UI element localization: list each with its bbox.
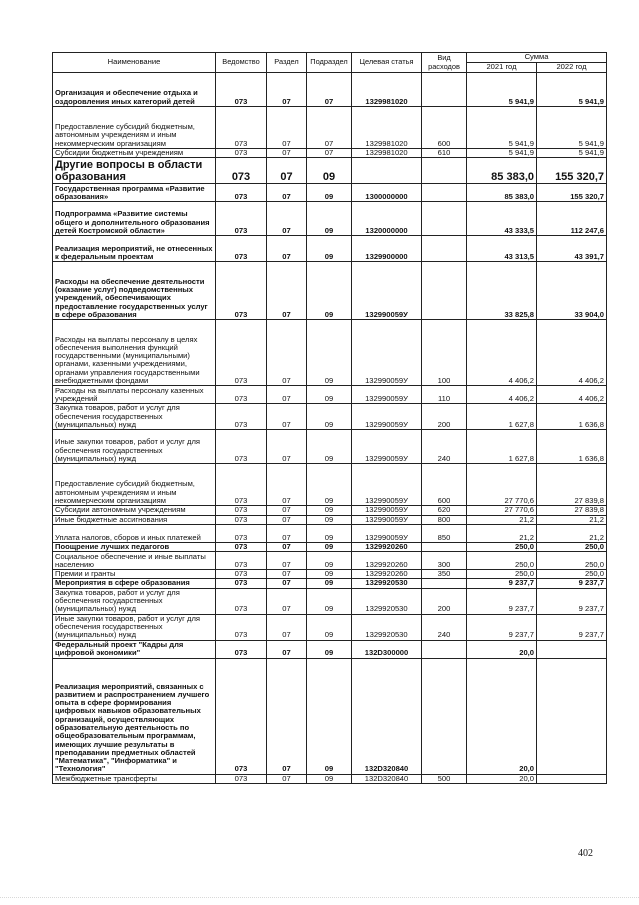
row-expense-type	[422, 658, 467, 774]
table-row	[53, 430, 607, 464]
row-expense-type: 610	[422, 149, 467, 158]
row-expense-type	[422, 236, 467, 262]
row-sum-2021: 4 406,2	[467, 320, 537, 386]
row-target-article: 132D320840	[352, 774, 422, 783]
row-expense-type	[422, 640, 467, 658]
row-sum-2021: 1 627,8	[467, 430, 537, 464]
row-sum-2021: 5 941,9	[467, 73, 537, 107]
row-expense-type: 100	[422, 320, 467, 386]
row-vedomstvo: 073	[216, 506, 267, 515]
row-sum-2021: 20,0	[467, 658, 537, 774]
row-sum-2022: 5 941,9	[537, 73, 607, 107]
row-target-article: 1329981020	[352, 107, 422, 149]
row-name: Иные закупки товаров, работ и услуг для обеспечения государственных (муниципальных) нужд	[53, 614, 216, 640]
row-sum-2022: 4 406,2	[537, 386, 607, 404]
row-sum-2021: 20,0	[467, 640, 537, 658]
row-expense-type	[422, 542, 467, 551]
table-row	[53, 158, 607, 184]
row-podrazdel: 09	[307, 464, 352, 506]
header-podrazdel: Подраздел	[307, 53, 352, 73]
row-podrazdel: 09	[307, 640, 352, 658]
row-expense-type: 240	[422, 430, 467, 464]
row-razdel: 07	[267, 404, 307, 430]
row-vedomstvo: 073	[216, 542, 267, 551]
row-sum-2022: 43 391,7	[537, 236, 607, 262]
row-sum-2022: 9 237,7	[537, 614, 607, 640]
row-razdel: 07	[267, 552, 307, 570]
row-sum-2022: 1 636,8	[537, 430, 607, 464]
table-row	[53, 236, 607, 262]
row-target-article: 1300000000	[352, 184, 422, 202]
row-vedomstvo: 073	[216, 320, 267, 386]
row-expense-type	[422, 158, 467, 184]
row-name: Организация и обеспечение отдыха и оздоровления иных категорий детей	[53, 73, 216, 107]
page-number: 402	[578, 848, 593, 859]
row-name: Другие вопросы в области образования	[53, 158, 216, 184]
row-podrazdel: 07	[307, 107, 352, 149]
row-expense-type: 300	[422, 552, 467, 570]
row-sum-2022	[537, 640, 607, 658]
row-vedomstvo: 073	[216, 515, 267, 524]
row-razdel: 07	[267, 158, 307, 184]
budget-table	[52, 52, 607, 784]
row-sum-2021: 85 383,0	[467, 184, 537, 202]
row-sum-2021: 1 627,8	[467, 404, 537, 430]
row-vedomstvo: 073	[216, 73, 267, 107]
row-razdel: 07	[267, 579, 307, 588]
row-name: Закупка товаров, работ и услуг для обеспечения государственных (муниципальных) нужд	[53, 404, 216, 430]
row-sum-2021: 250,0	[467, 570, 537, 579]
table-row	[53, 515, 607, 524]
row-razdel: 07	[267, 262, 307, 320]
row-target-article: 132990059У	[352, 386, 422, 404]
row-name: Иные закупки товаров, работ и услуг для обеспечения государственных (муниципальных) нужд	[53, 430, 216, 464]
row-sum-2021: 85 383,0	[467, 158, 537, 184]
row-name: Субсидии бюджетным учреждениям	[53, 149, 216, 158]
table-row	[53, 320, 607, 386]
row-expense-type	[422, 202, 467, 236]
row-vedomstvo: 073	[216, 579, 267, 588]
row-podrazdel: 07	[307, 73, 352, 107]
row-vedomstvo: 073	[216, 552, 267, 570]
row-sum-2022: 27 839,8	[537, 464, 607, 506]
row-target-article: 132990059У	[352, 506, 422, 515]
row-target-article: 132990059У	[352, 262, 422, 320]
row-razdel: 07	[267, 386, 307, 404]
row-podrazdel: 09	[307, 515, 352, 524]
row-target-article: 1329920260	[352, 552, 422, 570]
row-vedomstvo: 073	[216, 774, 267, 783]
budget-table-body	[53, 73, 607, 784]
row-razdel: 07	[267, 464, 307, 506]
row-podrazdel: 09	[307, 158, 352, 184]
row-expense-type: 500	[422, 774, 467, 783]
row-target-article: 1329920530	[352, 614, 422, 640]
row-vedomstvo: 073	[216, 149, 267, 158]
row-sum-2021: 250,0	[467, 542, 537, 551]
header-sum: Сумма	[467, 53, 607, 63]
row-target-article: 132990059У	[352, 524, 422, 542]
row-expense-type: 350	[422, 570, 467, 579]
row-sum-2021: 33 825,8	[467, 262, 537, 320]
row-name: Реализация мероприятий, связанных с развитием и распространением лучшего опыта в сфере формирования цифровых навыков образовательных организаций, осуществляющих образовательную деятельность по общеобразовательным программам, имеющих лучшие результаты в преподавании предметных областей "Математика", "Информатика" и "Технология"	[53, 658, 216, 774]
row-podrazdel: 09	[307, 202, 352, 236]
row-target-article: 1329920260	[352, 570, 422, 579]
row-name: Закупка товаров, работ и услуг для обеспечения государственных (муниципальных) нужд	[53, 588, 216, 614]
table-row	[53, 579, 607, 588]
row-razdel: 07	[267, 149, 307, 158]
row-podrazdel: 09	[307, 579, 352, 588]
row-podrazdel: 09	[307, 774, 352, 783]
row-razdel: 07	[267, 774, 307, 783]
header-vedomstvo: Ведомство	[216, 53, 267, 73]
header-target-article: Целевая статья	[352, 53, 422, 73]
row-target-article	[352, 158, 422, 184]
table-row	[53, 149, 607, 158]
row-razdel: 07	[267, 320, 307, 386]
row-name: Предоставление субсидий бюджетным, автономным учреждениям и иным некоммерческим организациям	[53, 107, 216, 149]
table-row	[53, 386, 607, 404]
row-name: Расходы на обеспечение деятельности (оказание услуг) подведомственных учреждений, обеспечивающих предоставление государственных услуг в сфере образования	[53, 262, 216, 320]
table-row	[53, 464, 607, 506]
row-sum-2022: 112 247,6	[537, 202, 607, 236]
table-row	[53, 774, 607, 783]
row-sum-2021: 9 237,7	[467, 588, 537, 614]
row-razdel: 07	[267, 524, 307, 542]
row-sum-2021: 21,2	[467, 515, 537, 524]
header-year-2022: 2022 год	[537, 63, 607, 73]
row-sum-2021: 4 406,2	[467, 386, 537, 404]
row-sum-2021: 43 313,5	[467, 236, 537, 262]
row-sum-2021: 43 333,5	[467, 202, 537, 236]
row-vedomstvo: 073	[216, 107, 267, 149]
row-target-article: 132990059У	[352, 515, 422, 524]
table-row	[53, 202, 607, 236]
row-name: Социальное обеспечение и иные выплаты населению	[53, 552, 216, 570]
row-razdel: 07	[267, 202, 307, 236]
row-sum-2022: 155 320,7	[537, 158, 607, 184]
row-sum-2022: 27 839,8	[537, 506, 607, 515]
row-target-article: 1329920530	[352, 579, 422, 588]
row-target-article: 1329981020	[352, 149, 422, 158]
table-row	[53, 184, 607, 202]
row-expense-type: 200	[422, 588, 467, 614]
row-name: Расходы на выплаты персоналу в целях обеспечения выполнения функций государственными (муниципальными) органами, казенными учреждениями, органами управления государственными внебюджетными фондами	[53, 320, 216, 386]
row-razdel: 07	[267, 640, 307, 658]
row-razdel: 07	[267, 73, 307, 107]
row-podrazdel: 09	[307, 184, 352, 202]
row-sum-2022: 21,2	[537, 524, 607, 542]
row-name: Федеральный проект "Кадры для цифровой экономики"	[53, 640, 216, 658]
row-sum-2022: 5 941,9	[537, 107, 607, 149]
table-row	[53, 552, 607, 570]
row-name: Мероприятия в сфере образования	[53, 579, 216, 588]
row-vedomstvo: 073	[216, 158, 267, 184]
table-row	[53, 404, 607, 430]
row-podrazdel: 09	[307, 588, 352, 614]
table-row	[53, 640, 607, 658]
row-vedomstvo: 073	[216, 588, 267, 614]
row-sum-2022: 250,0	[537, 570, 607, 579]
row-target-article: 132D300000	[352, 640, 422, 658]
budget-table-container	[52, 52, 606, 784]
row-name: Субсидии автономным учреждениям	[53, 506, 216, 515]
row-vedomstvo: 073	[216, 262, 267, 320]
row-name: Подпрограмма «Развитие системы общего и дополнительного образования детей Костромской области»	[53, 202, 216, 236]
row-podrazdel: 09	[307, 614, 352, 640]
table-row	[53, 107, 607, 149]
row-sum-2021: 250,0	[467, 552, 537, 570]
row-sum-2022: 9 237,7	[537, 588, 607, 614]
header-razdel: Раздел	[267, 53, 307, 73]
row-vedomstvo: 073	[216, 640, 267, 658]
row-podrazdel: 09	[307, 320, 352, 386]
table-row	[53, 588, 607, 614]
row-podrazdel: 09	[307, 386, 352, 404]
row-target-article: 132D320840	[352, 658, 422, 774]
row-podrazdel: 09	[307, 524, 352, 542]
row-vedomstvo: 073	[216, 614, 267, 640]
bottom-divider	[0, 897, 639, 898]
row-sum-2022: 21,2	[537, 515, 607, 524]
row-vedomstvo: 073	[216, 430, 267, 464]
row-razdel: 07	[267, 430, 307, 464]
row-name: Поощрение лучших педагогов	[53, 542, 216, 551]
row-podrazdel: 09	[307, 262, 352, 320]
row-expense-type: 600	[422, 464, 467, 506]
row-target-article: 132990059У	[352, 404, 422, 430]
row-podrazdel: 09	[307, 542, 352, 551]
row-expense-type: 110	[422, 386, 467, 404]
row-vedomstvo: 073	[216, 184, 267, 202]
row-name: Премии и гранты	[53, 570, 216, 579]
row-name: Межбюджетные трансферты	[53, 774, 216, 783]
row-podrazdel: 09	[307, 658, 352, 774]
row-razdel: 07	[267, 236, 307, 262]
row-expense-type	[422, 73, 467, 107]
row-expense-type: 620	[422, 506, 467, 515]
row-vedomstvo: 073	[216, 570, 267, 579]
row-target-article: 1329920530	[352, 588, 422, 614]
header-year-2021: 2021 год	[467, 63, 537, 73]
row-sum-2022: 33 904,0	[537, 262, 607, 320]
row-vedomstvo: 073	[216, 202, 267, 236]
row-target-article: 1329920260	[352, 542, 422, 551]
row-target-article: 132990059У	[352, 430, 422, 464]
row-podrazdel: 09	[307, 430, 352, 464]
header-name: Наименование	[53, 53, 216, 73]
row-razdel: 07	[267, 570, 307, 579]
row-vedomstvo: 073	[216, 524, 267, 542]
row-sum-2022: 5 941,9	[537, 149, 607, 158]
row-podrazdel: 09	[307, 506, 352, 515]
row-target-article: 1320000000	[352, 202, 422, 236]
row-name: Предоставление субсидий бюджетным, автономным учреждениям и иным некоммерческим организациям	[53, 464, 216, 506]
table-row	[53, 73, 607, 107]
row-vedomstvo: 073	[216, 404, 267, 430]
row-target-article: 132990059У	[352, 464, 422, 506]
row-razdel: 07	[267, 107, 307, 149]
row-sum-2021: 27 770,6	[467, 506, 537, 515]
row-sum-2022: 9 237,7	[537, 579, 607, 588]
row-razdel: 07	[267, 658, 307, 774]
row-podrazdel: 09	[307, 570, 352, 579]
table-row	[53, 506, 607, 515]
row-sum-2022: 1 636,8	[537, 404, 607, 430]
table-row	[53, 524, 607, 542]
table-row	[53, 262, 607, 320]
row-name: Реализация мероприятий, не отнесенных к федеральным проектам	[53, 236, 216, 262]
row-expense-type: 800	[422, 515, 467, 524]
row-razdel: 07	[267, 588, 307, 614]
row-razdel: 07	[267, 542, 307, 551]
row-sum-2022: 4 406,2	[537, 320, 607, 386]
row-expense-type	[422, 579, 467, 588]
row-sum-2021: 9 237,7	[467, 614, 537, 640]
row-sum-2021: 27 770,6	[467, 464, 537, 506]
table-row	[53, 542, 607, 551]
row-target-article: 1329900000	[352, 236, 422, 262]
row-sum-2022: 250,0	[537, 542, 607, 551]
row-sum-2021: 5 941,9	[467, 149, 537, 158]
row-razdel: 07	[267, 614, 307, 640]
row-name: Уплата налогов, сборов и иных платежей	[53, 524, 216, 542]
row-podrazdel: 09	[307, 404, 352, 430]
row-podrazdel: 07	[307, 149, 352, 158]
table-row	[53, 658, 607, 774]
row-expense-type: 240	[422, 614, 467, 640]
row-sum-2021: 21,2	[467, 524, 537, 542]
row-razdel: 07	[267, 515, 307, 524]
table-row	[53, 570, 607, 579]
row-expense-type	[422, 184, 467, 202]
row-podrazdel: 09	[307, 552, 352, 570]
row-name: Иные бюджетные ассигнования	[53, 515, 216, 524]
row-name: Государственная программа «Развитие образования»	[53, 184, 216, 202]
row-expense-type: 850	[422, 524, 467, 542]
row-vedomstvo: 073	[216, 236, 267, 262]
row-razdel: 07	[267, 506, 307, 515]
row-sum-2022: 250,0	[537, 552, 607, 570]
row-expense-type: 600	[422, 107, 467, 149]
row-target-article: 132990059У	[352, 320, 422, 386]
row-expense-type: 200	[422, 404, 467, 430]
table-row	[53, 614, 607, 640]
row-podrazdel: 09	[307, 236, 352, 262]
row-sum-2022: 155 320,7	[537, 184, 607, 202]
row-vedomstvo: 073	[216, 386, 267, 404]
row-sum-2021: 20,0	[467, 774, 537, 783]
row-vedomstvo: 073	[216, 658, 267, 774]
row-sum-2021: 9 237,7	[467, 579, 537, 588]
row-expense-type	[422, 262, 467, 320]
row-sum-2022	[537, 774, 607, 783]
row-name: Расходы на выплаты персоналу казенных учреждений	[53, 386, 216, 404]
row-target-article: 1329981020	[352, 73, 422, 107]
row-sum-2022	[537, 658, 607, 774]
row-razdel: 07	[267, 184, 307, 202]
row-sum-2021: 5 941,9	[467, 107, 537, 149]
header-expense-type: Вид расходов	[422, 53, 467, 73]
row-vedomstvo: 073	[216, 464, 267, 506]
